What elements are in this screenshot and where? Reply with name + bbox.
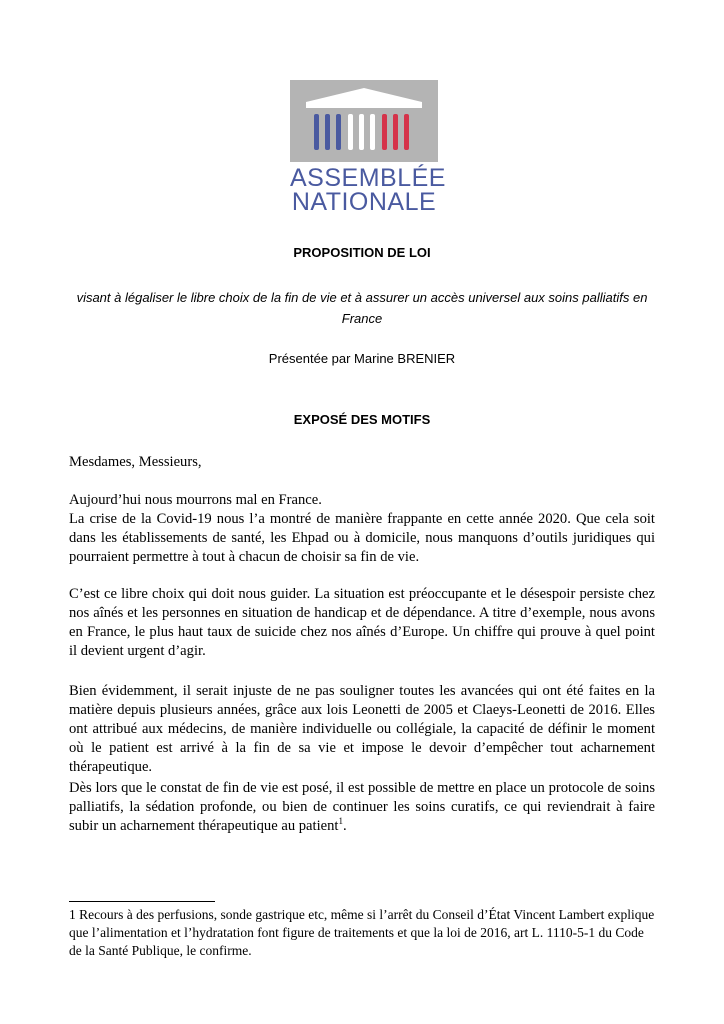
section-heading: EXPOSÉ DES MOTIFS xyxy=(293,412,431,427)
paragraph-3: Bien évidemment, il serait injuste de ne pas souligner toutes les avancées qui ont été faites en la matière depuis plusieurs années, grâce aux lois Leonetti de 2005 et Claeys-Leonetti de 2016. Elles ont attribué aux médecins, de manière individuelle ou collégiale, la capacité de définir le moment où le patient est arrivé à la fin de sa vie et impose le devoir d’empêcher tout acharnement thérapeutique. xyxy=(69,683,655,775)
logo-emblem xyxy=(290,80,438,162)
footnote-divider xyxy=(69,901,215,902)
hemicycle-icon xyxy=(290,80,438,162)
logo-line-2: NATIONALE xyxy=(291,188,437,216)
document-subtitle: visant à légaliser le libre choix de la fin de vie et à assurer un accès universel aux soins palliatifs en France xyxy=(76,290,648,326)
paragraph-1-line-1: Aujourd’hui nous mourrons mal en France. xyxy=(69,492,322,508)
footnote-ref[interactable]: 1 xyxy=(338,816,343,827)
presenter-line: Présentée par Marine BRENIER xyxy=(268,351,456,366)
paragraph-4: Dès lors que le constat de fin de vie est posé, il est possible de mettre en place un protocole de soins palliatifs, la sédation profonde, ou bien de continuer les soins curatifs, ce qui reviendrait à faire subir un acharnement thérapeutique au patient$^1$. xyxy=(69,780,655,834)
paragraph-4-text: Dès lors que le constat de fin de vie est posé, il est possible de mettre en place un protocole de soins palliatifs, la sédation profonde, ou bien de continuer les soins curatifs, ce qui reviendrait à faire subir un acharnement thérapeutique au patient xyxy=(69,780,655,834)
paragraph-1 xyxy=(69,491,655,567)
paragraph-2: C’est ce libre choix qui doit nous guider. La situation est préoccupante et le désespoir persiste chez nos aînés et les personnes en situation de handicap et de dépendance. A titre d’exemple, nous avons en France, le plus haut taux de suicide chez nos aînés d’Europe. Un chiffre qui prouve à quel point il devient urgent d’agir. xyxy=(69,586,655,659)
logo-line-1: ASSEMBLÉE xyxy=(290,164,446,192)
paragraph-1-line-2: La crise de la Covid-19 nous l’a montré de manière frappante en cette année 2020. Que cela soit dans les établissements de santé, les Ehpad ou à domicile, nous manquons d’outils juridiques qui pourraient permettre à tout à chacun de choisir sa fin de vie. xyxy=(69,511,655,565)
footnote: 1 Recours à des perfusions, sonde gastrique etc, même si l’arrêt du Conseil d’État Vincent Lambert explique que l’alimentation et l’hydratation font figure de traitements et que la loi de 2016, art L. 1110-5-1 du Code de la Santé Publique, le confirme. xyxy=(69,907,655,958)
logo-wordmark xyxy=(290,164,446,216)
document-title: PROPOSITION DE LOI xyxy=(293,245,431,260)
salutation: Mesdames, Messieurs, xyxy=(69,454,202,470)
assemblee-nationale-logo xyxy=(290,80,446,216)
